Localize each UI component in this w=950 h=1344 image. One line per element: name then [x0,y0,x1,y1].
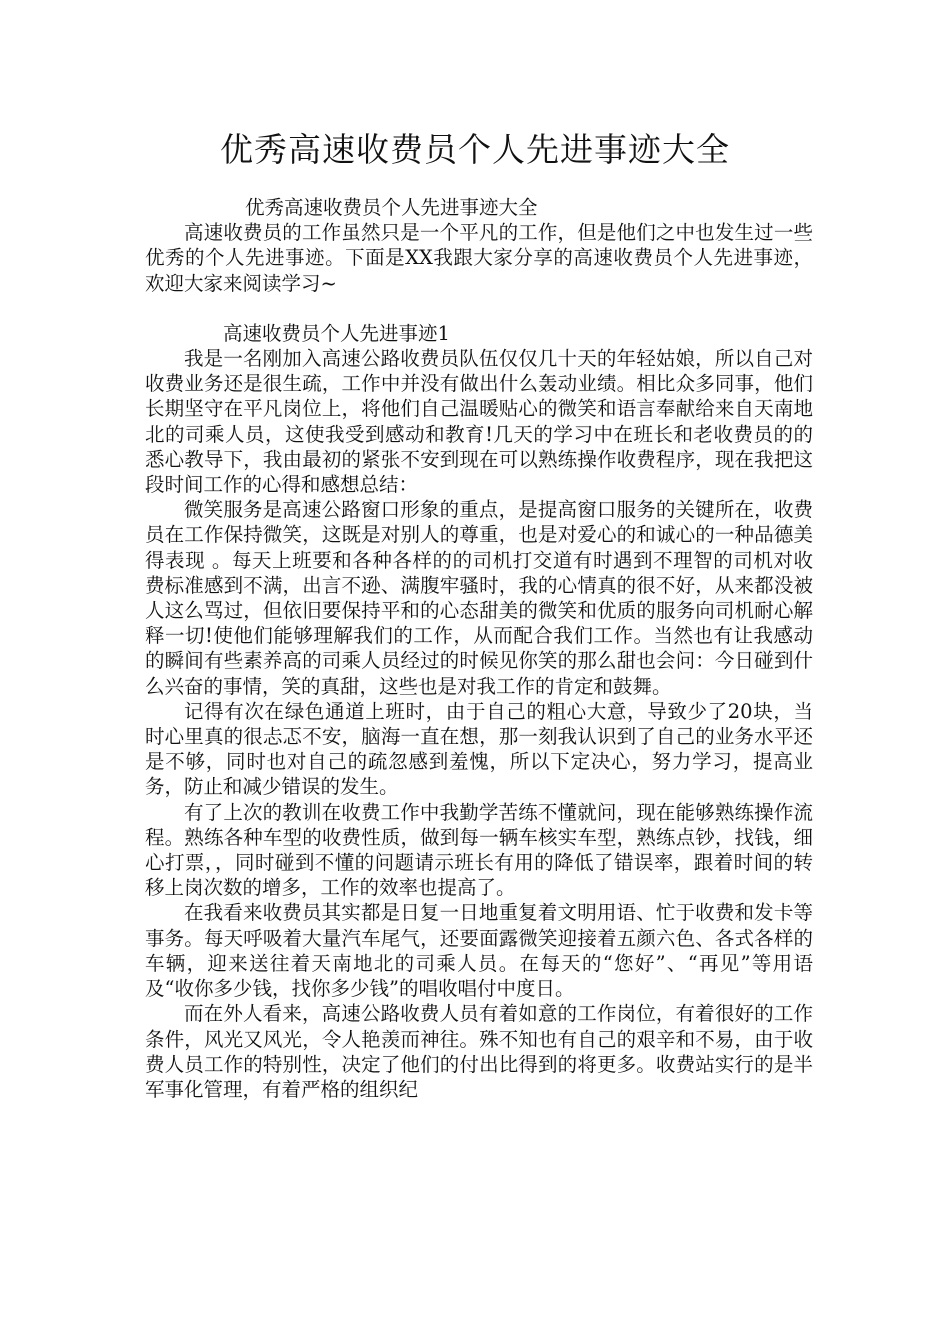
document-subtitle: 优秀高速收费员个人先进事迹大全 [245,196,538,219]
body-paragraph: 我是一名刚加入高速公路收费员队伍仅仅几十天的年轻姑娘，所以自己对收费业务还是很生疏，工作中并没有做出什么轰动业绩。相比众多同事，他们长期坚守在平凡岗位上，将他们自己温暖贴心的微笑和语言奉献给来自天南地北的司乘人员，这使我受到感动和教育!几天的学习中在班长和老收费员的的悉心教导下，我由最初的紧张不安到现在可以熟练操作收费程序，现在我把这段时间工作的心得和感想总结： [145,347,813,497]
body-paragraph: 微笑服务是高速公路窗口形象的重点，是提高窗口服务的关键所在，收费员在工作保持微笑，这既是对别人的尊重，也是对爱心的和诚心的一种品德美得表现 。每天上班要和各种各样的的司机打交道有时遇到不理智的司机对收费标准感到不满，出言不逊、满腹牢骚时，我的心情真的很不好，从来都没被人这么骂过，但依旧要保持平和的心态甜美的微笑和优质的服务向司机耐心解释一切!使他们能够理解我们的工作，从而配合我们工作。当然也有让我感动的瞬间有些素养高的司乘人员经过的时候见你笑的那么甜也会问：今日碰到什么兴奋的事情，笑的真甜，这些也是对我工作的肯定和鼓舞。 [145,498,813,698]
body-paragraph: 在我看来收费员其实都是日复一日地重复着文明用语、忙于收费和发卡等事务。每天呼吸着大量汽车尾气，还要面露微笑迎接着五颜六色、各式各样的车辆，迎来送往着天南地北的司乘人员。在每天的“您好”、“再见”等用语及“收你多少钱，找你多少钱”的唱收唱付中度日。 [145,901,813,1001]
intro-paragraph: 高速收费员的工作虽然只是一个平凡的工作，但是他们之中也发生过一些优秀的个人先进事迹。下面是XX我跟大家分享的高速收费员个人先进事迹，欢迎大家来阅读学习~ [145,221,813,295]
section-heading: 高速收费员个人先进事迹1 [223,321,450,345]
body-paragraph: 记得有次在绿色通道上班时，由于自己的粗心大意，导致少了20块，当时心里真的很忐忑不安，脑海一直在想，那一刻我认识到了自己的业务水平还是不够，同时也对自己的疏忽感到羞愧，所以下定决心，努力学习，提高业务，防止和减少错误的发生。 [145,699,813,799]
body-paragraph: 而在外人看来，高速公路收费人员有着如意的工作岗位，有着很好的工作条件，风光又风光，令人艳羡而神往。殊不知也有自己的艰辛和不易，由于收费人员工作的特别性，决定了他们的付出比得到的将更多。收费站实行的是半军事化管理，有着严格的组织纪 [145,1002,813,1101]
document-title: 优秀高速收费员个人先进事迹大全 [220,130,730,169]
body-paragraph: 有了上次的教训在收费工作中我勤学苦练不懂就问，现在能够熟练操作流程。熟练各种车型的收费性质，做到每一辆车核实车型，熟练点钞，找钱，细心打票，，同时碰到不懂的问题请示班长有用的降低了错误率，跟着时间的转移上岗次数的增多，工作的效率也提高了。 [145,800,813,900]
document-body [145,195,813,1102]
paragraph-gap [145,296,813,321]
